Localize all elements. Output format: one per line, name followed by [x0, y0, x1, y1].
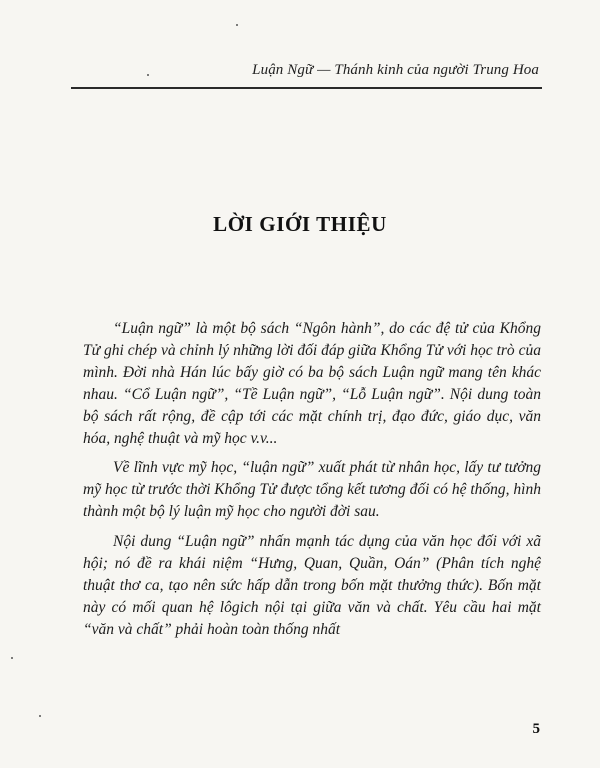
paragraph-2: Về lĩnh vực mỹ học, “luận ngữ” xuất phát từ nhân học, lấy tư tưởng mỹ học từ trước thời Khổng Tử được tổng kết tương đối có hệ thống, hình thành một bộ lý luận mỹ học cho người đời sau.	[83, 459, 541, 521]
chapter-title: LỜI GIỚI THIỆU	[213, 212, 387, 236]
page-number: 5	[532, 721, 540, 737]
running-header: Luận Ngữ — Thánh kinh của người Trung Hoa	[252, 62, 539, 78]
paragraph-3: Nội dung “Luận ngữ” nhấn mạnh tác dụng của văn học đối với xã hội; nó đề ra khái niệm “Hưng, Quan, Quần, Oán” (Phân tích nghệ thuật thơ ca, tạo nên sức hấp dẫn trong bốn mặt thưởng thức). Bốn mặt này có mối quan hệ lôgich nội tại giữa văn và chất. Yêu cầu hai mặt “văn và chất” phải hoàn toàn thống nhất	[83, 533, 541, 638]
scan-speck	[147, 74, 149, 76]
body-text	[83, 318, 541, 641]
header-rule	[71, 87, 542, 89]
scan-speck	[236, 24, 238, 26]
scan-speck	[11, 657, 13, 659]
scan-speck	[39, 715, 41, 717]
paragraph-1: “Luận ngữ” là một bộ sách “Ngôn hành”, do các đệ tử của Khổng Tử ghi chép và chỉnh lý những lời đối đáp giữa Khổng Tử với học trò của mình. Đời nhà Hán lúc bấy giờ có ba bộ sách Luận ngữ mang tên khác nhau. “Cổ Luận ngữ”, “Tề Luận ngữ”, “Lỗ Luận ngữ”. Nội dung toàn bộ sách rất rộng, đề cập tới các mặt chính trị, đạo đức, giáo dục, văn hóa, nghệ thuật và mỹ học v.v...	[83, 320, 541, 447]
